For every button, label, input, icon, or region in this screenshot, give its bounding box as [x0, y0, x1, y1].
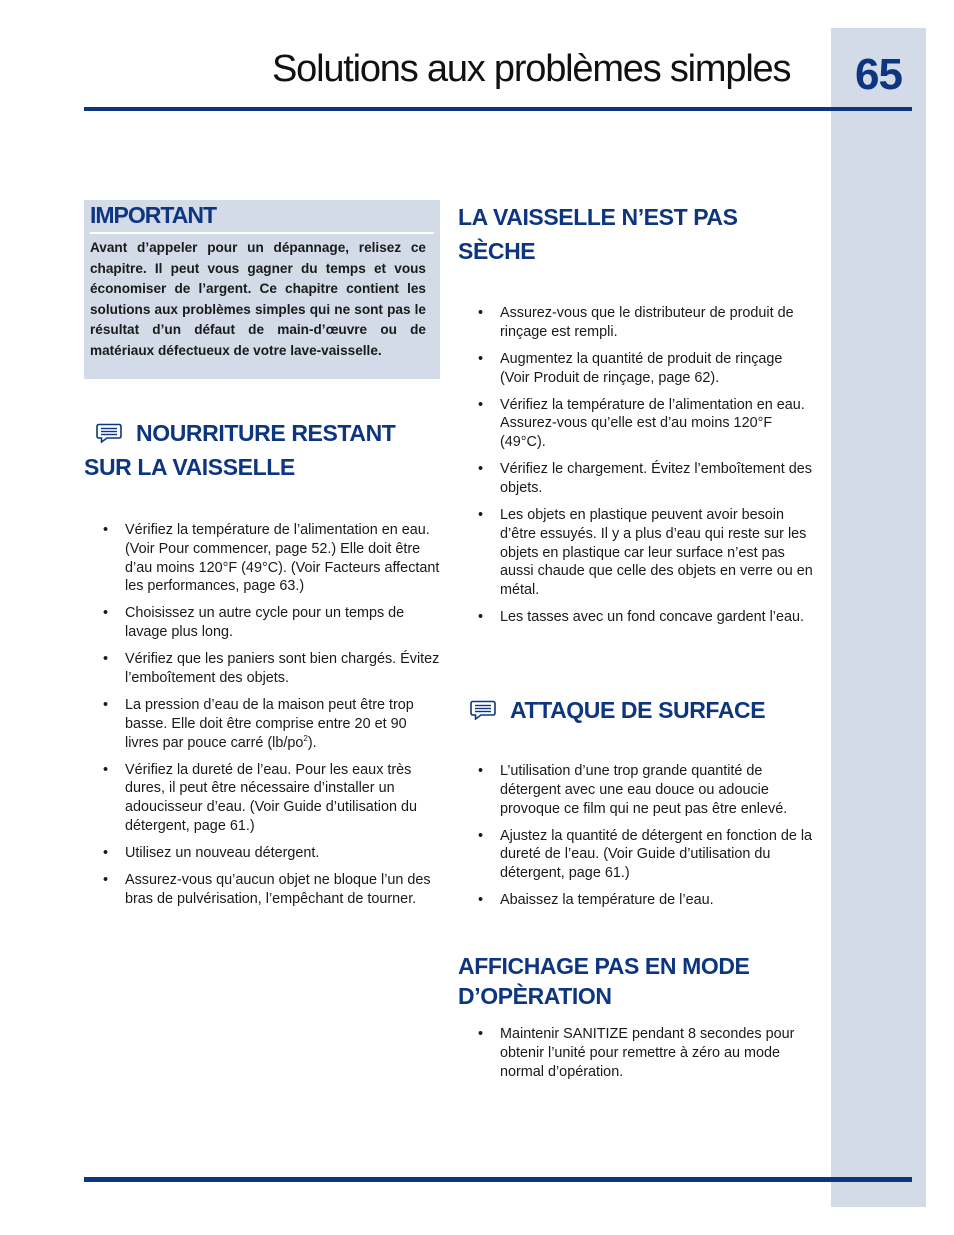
list-item: • Assurez-vous qu’aucun objet ne bloque l’un des bras de pulvérisation, l’empêchant de tourner.	[84, 871, 442, 909]
heading-display-line2: D’OPÈRATION	[458, 983, 612, 1009]
footer-rule	[84, 1177, 912, 1182]
list-item: • Les tasses avec un fond concave gardent l’eau.	[459, 608, 815, 627]
dry-list	[459, 304, 815, 635]
list-item: • Augmentez la quantité de produit de rinçage (Voir Produit de rinçage, page 62).	[459, 350, 815, 388]
list-item: • Abaissez la température de l’eau.	[459, 891, 815, 910]
list-item: • Vérifiez le chargement. Évitez l’emboîtement des objets.	[459, 460, 815, 498]
heading-etch	[458, 693, 828, 727]
list-item: • Vérifiez la température de l’alimentation en eau. (Voir Pour commencer, page 52.) Elle doit être d’au moins 120°F (49°C). (Voir Facteurs affectant les performances, page 63.)	[84, 521, 442, 596]
heading-dry-line2: SÈCHE	[458, 238, 536, 264]
list-item: • L’utilisation d’une trop grande quantité de détergent avec une eau douce ou adoucie provoque ce film qui ne peut pas être enlevé.	[459, 762, 815, 818]
heading-display-line1: AFFICHAGE PAS EN MODE	[458, 953, 750, 979]
note-icon	[470, 700, 496, 720]
heading-dry-line1: LA VAISSELLE N’EST PAS	[458, 204, 738, 230]
heading-dry	[458, 200, 828, 268]
list-item: • La pression d’eau de la maison peut être trop basse. Elle doit être comprise entre 20 et 90 livres par pouce carré $(lb/po^2)$.	[84, 696, 442, 752]
note-icon	[96, 423, 122, 443]
important-text: Avant d’appeler pour un dépannage, relisez ce chapitre. Il peut vous gagner du temps et vous économiser de l’argent. Ce chapitre contient les solutions aux problèmes simples qui ne sont pas le résultat d’un défaut de main-d’œuvre ou de matériaux défectueux de votre lave-vaisselle.	[90, 240, 426, 358]
list-item: • Ajustez la quantité de détergent en fonction de la dureté de l’eau. (Voir Guide d’utilisation du détergent, page 61.)	[459, 827, 815, 883]
page-number: 65	[855, 50, 902, 99]
page-title: Solutions aux problèmes simples	[272, 48, 791, 90]
side-tab-bar	[831, 28, 926, 1207]
heading-food-line2: SUR LA VAISSELLE	[84, 454, 295, 480]
list-item: • Utilisez un nouveau détergent.	[84, 844, 442, 863]
heading-display	[458, 951, 828, 1011]
list-item: • Assurez-vous que le distributeur de produit de rinçage est rempli.	[459, 304, 815, 342]
important-divider	[90, 232, 434, 234]
display-list	[459, 1025, 815, 1090]
heading-food-line1: NOURRITURE RESTANT	[136, 420, 396, 446]
etch-list	[459, 762, 815, 918]
list-item: • Vérifiez la température de l’alimentation en eau. Assurez-vous qu’elle est d’au moins 120°F (49°C).	[459, 396, 815, 452]
list-item: • Choisissez un autre cycle pour un temps de lavage plus long.	[84, 604, 442, 642]
list-item: • Vérifiez que les paniers sont bien chargés. Évitez l’emboîtement des objets.	[84, 650, 442, 688]
important-box	[84, 200, 440, 379]
important-title: IMPORTANT	[90, 202, 217, 228]
header-rule	[84, 107, 912, 111]
list-item: • Vérifiez la dureté de l’eau. Pour les eaux très dures, il peut être nécessaire d’installer un adoucisseur d’eau. (Voir Guide d’utilisation du détergent, page 61.)	[84, 761, 442, 836]
heading-food	[84, 416, 444, 484]
list-item: • Les objets en plastique peuvent avoir besoin d’être essuyés. Il y a plus d’eau qui reste sur les objets en plastique car leur surface n’est pas aussi chaude que celle des objets en verre ou en métal.	[459, 506, 815, 600]
food-list	[84, 521, 442, 917]
heading-etch-text: ATTAQUE DE SURFACE	[510, 697, 766, 723]
list-item: • Maintenir SANITIZE pendant 8 secondes pour obtenir l’unité pour remettre à zéro au mode normal d’opération.	[459, 1025, 815, 1081]
